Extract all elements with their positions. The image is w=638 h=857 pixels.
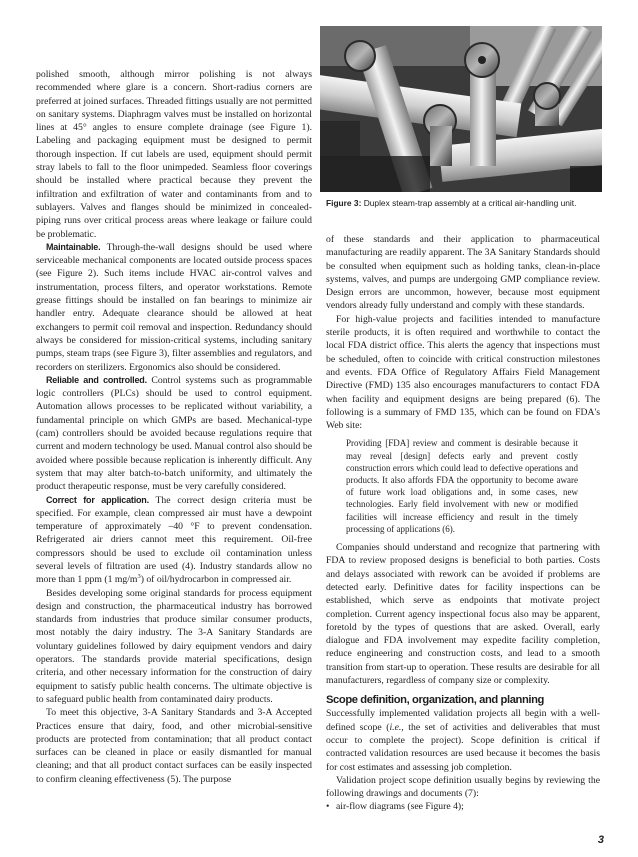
paragraph: Companies should understand and recognize that partnering with FDA to review proposed designs is beneficial to both parties. Costs and delays associated with rework can be avoided if problems are detected early. Definitive dates for facility inspections can be established, which serve as endpoints that motivate project completion. Current agency inspectional focus also may be apparent, foretold by the types of questions that are asked. Overall, early dialogue and FDA involvement may expedite facility completion, reduce engineering and construction costs, and lead to a smooth transition from start-up to operation. These results are desirable for all manufacturers, regardless of company size or complexity. <box>326 542 600 687</box>
list-item-text: air-flow diagrams (see Figure 4); <box>336 801 464 813</box>
section-heading: Scope definition, organization, and planning <box>326 694 544 707</box>
duplex-steam-trap-photo <box>320 26 602 192</box>
paragraph: of these standards and their application to pharmaceutical manufacturing are readily apparent. The 3A Sanitary Standards should be consulted when equipment such as holding tanks, clean-in-place systems, valves, and pumps are undergoing GMP compliance review. Design errors are uncommon, however, because most equipment vendors already fully understand and comply with these standards. <box>326 234 600 312</box>
superscript: 3 <box>137 573 141 581</box>
bullet-icon: • <box>326 801 330 813</box>
left-column <box>36 68 312 786</box>
figure-3-caption <box>326 198 600 209</box>
caption-label: Figure 3: <box>326 198 362 208</box>
italic-text: i.e., <box>389 721 404 733</box>
paragraph: To meet this objective, 3-A Sanitary Standards and 3-A Accepted Practices ensure that dairy, food, and other microbial-sensitive products are protected from contamination; that all product contact surfaces can be cleaned in place or easily dismantled for manual cleaning; and that all product contact surfaces can be easily inspected to confirm cleaning effectiveness (5). The purpose <box>36 707 312 785</box>
steam-trap-illustration <box>320 26 602 192</box>
paragraph <box>326 707 600 773</box>
runin-heading: Reliable and controlled. <box>46 374 147 385</box>
list-item <box>326 800 600 813</box>
paragraph-text: The correct design criteria must be specified. For example, clean compressed air must have a dewpoint temperature of approximately –40 °F to prevent condensation. Refrigerated air driers cannot meet this requirement. Oil-free compressors should be used to exclude oil contamination unless several levels of filtration are used (4). Industry standards allow no more than 1 ppm (1 mg/m <box>36 494 312 586</box>
right-column <box>326 233 600 814</box>
paragraph-text: Control systems such as programmable logic controllers (PLCs) should be used to control equipment. Automation allows processes to be replicated without variability, a fundamental principle on which GMPs are based. Mechanical-type (cam) controllers should be avoided because regulations require that current and modern technology be used. Manual control also should be avoided where possible because replication is inherently difficult. Any system that may alter batch-to-batch uniformity, and ultimately the product therapeutic response, must be very carefully considered. <box>36 374 312 493</box>
paragraph-maintainable <box>36 241 312 374</box>
paragraph: Besides developing some original standards for process equipment design and construction, the pharmaceutical industry has borrowed standards from industries that produce similar consumer products, most notably the dairy industry. The 3-A Sanitary Standards are voluntary guidelines followed by dairy equipment vendors and dairy operators. The standards provide material specifications, design criteria, and other necessary information for the construction of dairy equipment to satisfy public health concerns. The ultimate objective is to safeguard public health from contaminated dairy products. <box>36 587 312 705</box>
paragraph-reliable <box>36 374 312 494</box>
block-quote <box>346 437 578 535</box>
paragraph-correct <box>36 494 312 587</box>
caption-text: Duplex steam-trap assembly at a critical air-handling unit. <box>361 198 577 208</box>
paragraph-text: Through-the-wall designs should be used where serviceable mechanical components are located outside process spaces (see Figure 2). Such items include HVAC air-control valves and instrumentation, process filters, and operator workstations. Remote grease fittings should be installed on fan bearings to minimize air handler entry. Adequate clearance should be allowed at heat exchangers to permit coil removal and inspection. Redundancy should always be considered for mission-critical systems, including sanitary pumps, steam traps (see Figure 3), filter assemblies and regulators, and recorders on sterilizers. Ergonomics also should be considered. <box>36 241 312 373</box>
runin-heading: Correct for application. <box>46 494 149 505</box>
paragraph: Validation project scope definition usually begins by reviewing the following drawings and documents (7): <box>326 774 600 800</box>
runin-heading: Maintainable. <box>46 241 101 252</box>
paragraph-text: Successfully implemented validation projects all begin with a well-defined scope ( <box>326 708 600 733</box>
paragraph: polished smooth, although mirror polishing is not always recommended where glare is a concern. Short-radius corners are preferred at joined surfaces. Threaded fittings usually are not permitted on sanitary systems. Diaphragm valves must be installed on horizontal lines at 45° angles to ensure complete drainage (see Figure 1). Labeling and packaging equipment must be designed to permit thorough inspection. If cut labels are used, equipment should permit stray labels to fall to the floor unimpeded. Seamless floor coverings should be installed where practical because they prevent the infiltration and exfiltration of water and contaminants from and to sublayers. Valves and flanges should be minimized in concealed-piping runs over critical process areas where leakage or failure could be problematic. <box>36 69 312 240</box>
page-number: 3 <box>597 834 604 846</box>
paragraph-text: ) of oil/hydrocarbon in compressed air. <box>140 574 292 586</box>
quote-text: Providing [FDA] review and comment is desirable because it may reveal [design] defects early and prevent costly construction errors which could lead to defective operations and products. It also affords FDA the opportunity to become aware of future work load obligations and, in some cases, new technologies. Early field involvement with new or modified facilities will increase efficiency and result in the timely processing of applications (6). <box>346 438 578 534</box>
paragraph: For high-value projects and facilities intended to manufacture sterile products, it is often required and worthwhile to contact the local FDA district office. This alerts the agency that inspections must be scheduled, often to coincide with critical construction milestones and events. FDA Office of Regulatory Affairs Field Management Directive (FMD) 135 also encourages manufacturers to contact FDA when facility and equipment designs are being prepared (6). The following is a summary of FMD 135, which can be found on FDA's Web site: <box>326 313 600 432</box>
paragraph-text: the set of activities and deliverables that must occur to complete the project). Scope definition is critical if contracted validation resources are used because it becomes the basis for cost estimates and assessing job completion. <box>326 721 600 773</box>
